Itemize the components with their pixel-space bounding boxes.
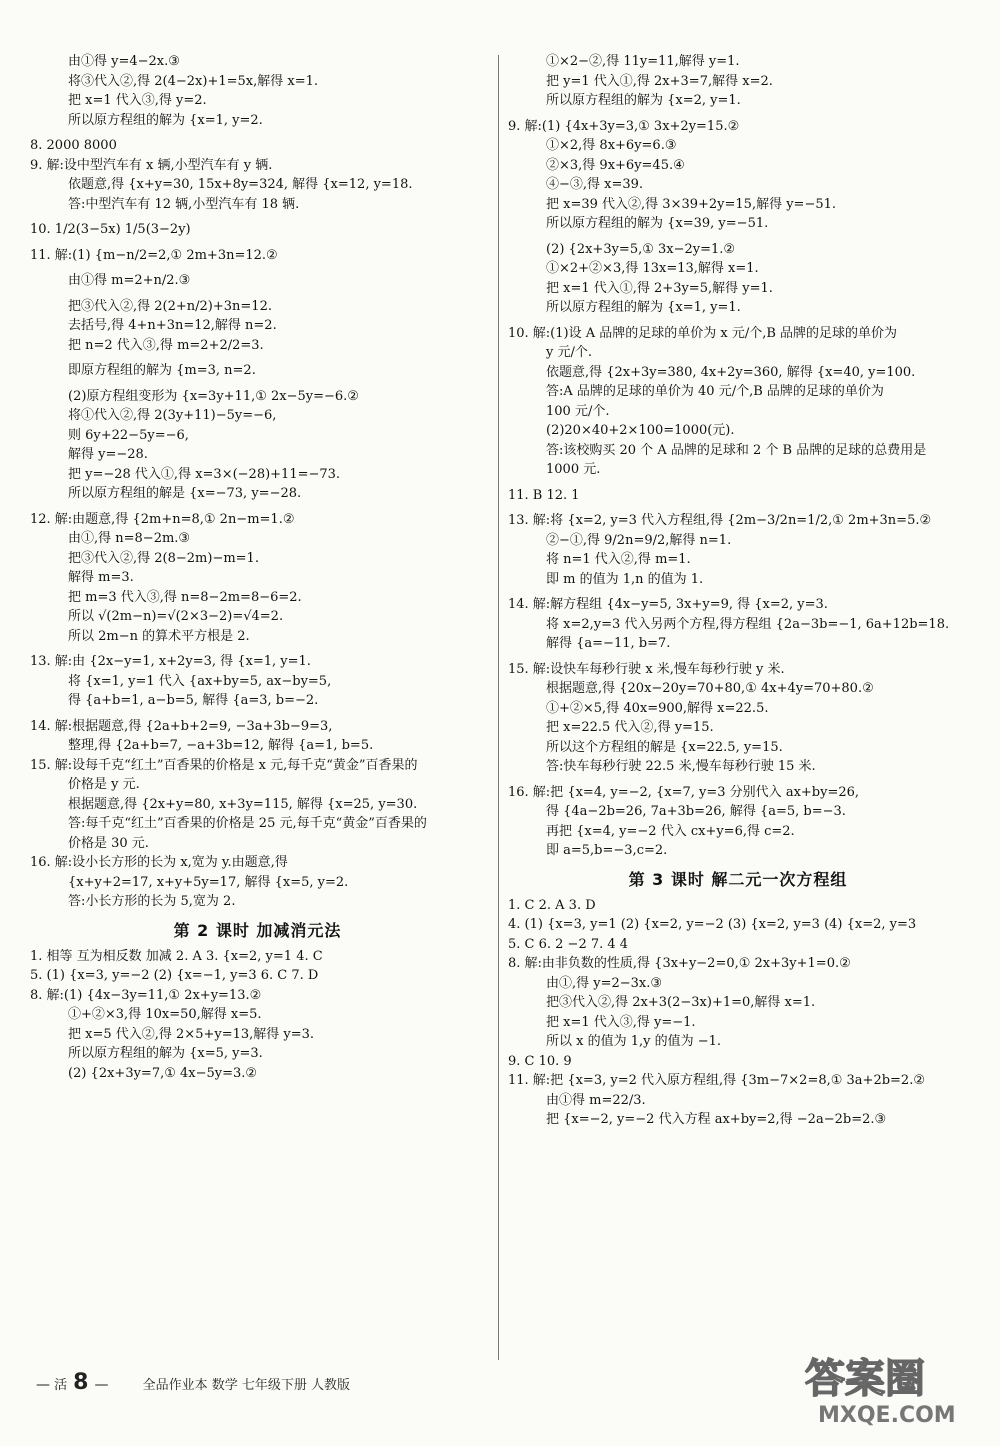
text-line: 15. 解:设快车每秒行驶 x 米,慢车每秒行驶 y 米. [508,661,785,677]
page-number: 8 [73,1370,89,1395]
text-line: 答:中型汽车有 12 辆,小型汽车有 18 辆. [68,196,300,212]
text-line: 所以 √(2m−n)=√(2×3−2)=√4=2. [68,609,284,624]
text-line: 把 y=1 代入①,得 2x+3=7,解得 x=2. [546,73,773,89]
text-line: 8. 2000 8000 [30,138,117,153]
text-line: {x+y+2=17, x+y+5y=17, 解得 {x=5, y=2. [68,874,349,890]
text-line: ①×2,得 8x+6y=6.③ [546,138,677,153]
text-line: 8. 解:由非负数的性质,得 {3x+y−2=0,① 2x+3y+1=0.② [508,956,851,971]
column-divider [498,55,499,1360]
text-line: 由①,得 n=8−2m.③ [68,531,191,546]
text-line: 得 {a+b=1, a−b=5, 解得 {a=3, b=−2. [68,693,319,708]
text-line: 价格是 y 元. [68,777,140,792]
text-line: 所以原方程组的解为 {x=1, y=2. [68,112,263,128]
text-line: 4. (1) {x=3, y=1 (2) {x=2, y=−2 (3) {x=2, y=3 (4) {x=2, y=3 [508,917,917,932]
text-line: 11. B 12. 1 [508,487,580,503]
text-line: 1000 元. [546,462,601,477]
text-line: 把 x=39 代入②,得 3×39+2y=15,解得 y=−51. [546,196,837,212]
text-line: 将③代入②,得 2(4−2x)+1=5x,解得 x=1. [68,73,318,89]
text-line: 即原方程组的解为 {m=3, n=2. [68,363,256,378]
text-line: 即 m 的值为 1,n 的值为 1. [546,571,704,587]
text-line: 即 a=5,b=−3,c=2. [546,843,668,858]
text-line: 把 x=5 代入②,得 2×5+y=13,解得 y=3. [68,1026,315,1042]
text-line: 12. 解:由题意,得 {2m+n=8,① 2n−m=1.② [30,511,295,527]
text-line: 10. 解:(1)设 A 品牌的足球的单价为 x 元/个,B 品牌的足球的单价为 [508,325,898,341]
text-line: 5. (1) {x=3, y=−2 (2) {x=−1, y=3 6. C 7. D [30,968,319,983]
text-line: 将①代入②,得 2(3y+11)−5y=−6, [68,408,277,423]
text-line: 把 x=1 代入③,得 y=−1. [546,1014,696,1030]
text-line: 依题意,得 {x+y=30, 15x+8y=324, 解得 {x=12, y=18. [68,177,413,192]
text-line: 价格是 30 元. [68,835,149,851]
text-line: 11. 解:把 {x=3, y=2 代入原方程组,得 {3m−7×2=8,① 3a+2b=2.② [508,1073,925,1088]
text-line: 11. 解:(1) {m−n/2=2,① 2m+3n=12.② [30,247,278,263]
text-line: y 元/个. [546,345,592,360]
text-line: 13. 解:由 {2x−y=1, x+2y=3, 得 {x=1, y=1. [30,654,311,669]
text-line: 8. 解:(1) {4x−3y=11,① 2x+y=13.② [30,987,262,1003]
text-line: 把③代入②,得 2x+3(2−3x)+1=0,解得 x=1. [546,995,816,1010]
text-line: 所以这个方程组的解是 {x=22.5, y=15. [546,739,783,755]
text-line: 解得 {a=−11, b=7. [546,636,671,651]
text-line: 由①得 m=2+n/2.③ [68,273,191,288]
text-line: 所以 x 的值为 1,y 的值为 −1. [546,1034,722,1049]
text-line: 答:小长方形的长为 5,宽为 2. [68,894,236,909]
text-line: 16. 解:把 {x=4, y=−2, {x=7, y=3 分别代入 ax+by=26, [508,784,860,800]
watermark-url: MXQE.COM [818,1403,956,1428]
text-line: 将 x=2,y=3 代入另两个方程,得方程组 {2a−3b=−1, 6a+12b=18. [546,616,950,632]
text-line: 所以原方程组的解为 {x=5, y=3. [68,1046,263,1061]
text-line: 把 m=3 代入③,得 n=8−2m=8−6=2. [68,589,302,605]
text-line: 1. C 2. A 3. D [508,897,596,913]
book-title: 全品作业本 数学 七年级下册 人教版 [142,1378,351,1393]
text-line: 把③代入②,得 2(2+n/2)+3n=12. [68,298,272,314]
text-line: ①+②×5,得 40x=900,解得 x=22.5. [546,700,769,716]
text-line: 根据题意,得 {20x−20y=70+80,① 4x+4y=70+80.② [546,681,874,696]
text-line: 解得 m=3. [68,570,134,585]
text-line: 由①得 y=4−2x.③ [68,54,180,69]
text-line: 100 元/个. [546,403,610,419]
text-line: 15. 解:设每千克“红土”百香果的价格是 x 元,每千克“黄金”百香果的 [30,757,418,773]
text-line: 所以原方程组的解为 {x=39, y=−51. [546,216,769,231]
text-line: 答:该校购买 20 个 A 品牌的足球和 2 个 B 品牌的足球的总费用是 [546,442,927,458]
text-line: 根据题意,得 {2x+y=80, x+3y=115, 解得 {x=25, y=30. [68,796,418,812]
text-line: 1. 相等 互为相反数 加减 2. A 3. {x=2, y=1 4. C [30,948,323,964]
text-line: 依题意,得 {2x+3y=380, 4x+2y=360, 解得 {x=40, y=100. [546,364,916,380]
text-line: (2) {2x+3y=5,① 3x−2y=1.② [546,241,736,257]
text-line: ①×2−②,得 11y=11,解得 y=1. [546,54,740,69]
section-title: 第 3 课时 解二元一次方程组 [628,869,848,889]
text-line: 把 x=22.5 代入②,得 y=15. [546,720,714,735]
text-line: (2)20×40+2×100=1000(元). [546,423,735,438]
text-line: 所以原方程组的解为 {x=2, y=1. [546,93,741,108]
text-line: 再把 {x=4, y=−2 代入 cx+y=6,得 c=2. [546,823,795,839]
text-line: 得 {4a−2b=26, 7a+3b=26, 解得 {a=5, b=−3. [546,804,846,819]
text-line: ④−③,得 x=39. [546,177,644,192]
text-line: ①×2+②×3,得 13x=13,解得 x=1. [546,261,759,276]
section-title: 第 2 课时 加减消元法 [173,920,342,940]
footer-prefix: 活 [54,1378,68,1393]
text-line: 把 y=−28 代入①,得 x=3×(−28)+11=−73. [68,466,341,482]
text-line: 将 n=1 代入②,得 m=1. [546,552,691,567]
text-line: 10. 1/2(3−5x) 1/5(3−2y) [30,222,191,237]
text-line: ②−①,得 9/2n=9/2,解得 n=1. [546,532,732,548]
text-line: 14. 解:根据题意,得 {2a+b+2=9, −3a+3b−9=3, [30,718,333,734]
page-footer: — 活 8 — 全品作业本 数学 七年级下册 人教版 [36,1370,351,1395]
text-line: 所以 2m−n 的算术平方根是 2. [68,628,250,644]
text-line: 9. C 10. 9 [508,1053,572,1069]
text-line: 5. C 6. 2 −2 7. 4 4 [508,936,629,952]
text-line: 把 {x=−2, y=−2 代入方程 ax+by=2,得 −2a−2b=2.③ [546,1112,887,1127]
text-line: 把 x=1 代入③,得 y=2. [68,93,207,108]
text-line: (2)原方程组变形为 {x=3y+11,① 2x−5y=−6.② [68,388,359,404]
text-line: 16. 解:设小长方形的长为 x,宽为 y.由题意,得 [30,855,288,870]
text-line: 整理,得 {2a+b=7, −a+3b=12, 解得 {a=1, b=5. [68,738,374,753]
right-column [508,52,968,1130]
text-line: 9. 解:设中型汽车有 x 辆,小型汽车有 y 辆. [30,157,273,173]
text-line: (2) {2x+3y=7,① 4x−5y=3.② [68,1065,258,1081]
text-line: 将 {x=1, y=1 代入 {ax+by=5, ax−by=5, [68,673,332,689]
text-line: 由①得 m=22/3. [546,1092,646,1108]
left-column [30,52,485,1083]
watermark-text: 答案圈 [805,1356,925,1402]
watermark-logo [780,1350,980,1430]
text-line: 答:每千克“红土”百香果的价格是 25 元,每千克“黄金”百香果的 [68,816,427,831]
text-line: 把 x=1 代入①,得 2+3y=5,解得 y=1. [546,280,773,296]
text-line: 答:快车每秒行驶 22.5 米,慢车每秒行驶 15 米. [546,759,816,774]
text-line: 去括号,得 4+n+3n=12,解得 n=2. [68,318,277,333]
text-line: 把 n=2 代入③,得 m=2+2/2=3. [68,337,264,353]
text-line: 所以原方程组的解是 {x=−73, y=−28. [68,486,302,501]
text-line: 把③代入②,得 2(8−2m)−m=1. [68,550,259,566]
text-line: 14. 解:解方程组 {4x−y=5, 3x+y=9, 得 {x=2, y=3. [508,597,828,612]
text-line: 解得 y=−28. [68,447,148,462]
text-line: ①+②×3,得 10x=50,解得 x=5. [68,1007,262,1022]
text-line: 13. 解:将 {x=2, y=3 代入方程组,得 {2m−3/2n=1/2,① 2m+3n=5.② [508,513,932,528]
text-line: 则 6y+22−5y=−6, [68,427,189,443]
text-line: ②×3,得 9x+6y=45.④ [546,157,685,173]
text-line: 9. 解:(1) {4x+3y=3,① 3x+2y=15.② [508,118,740,134]
text-line: 答:A 品牌的足球的单价为 40 元/个,B 品牌的足球的单价为 [546,384,884,399]
text-line: 由①,得 y=2−3x.③ [546,975,663,991]
text-line: 所以原方程组的解为 {x=1, y=1. [546,300,741,315]
